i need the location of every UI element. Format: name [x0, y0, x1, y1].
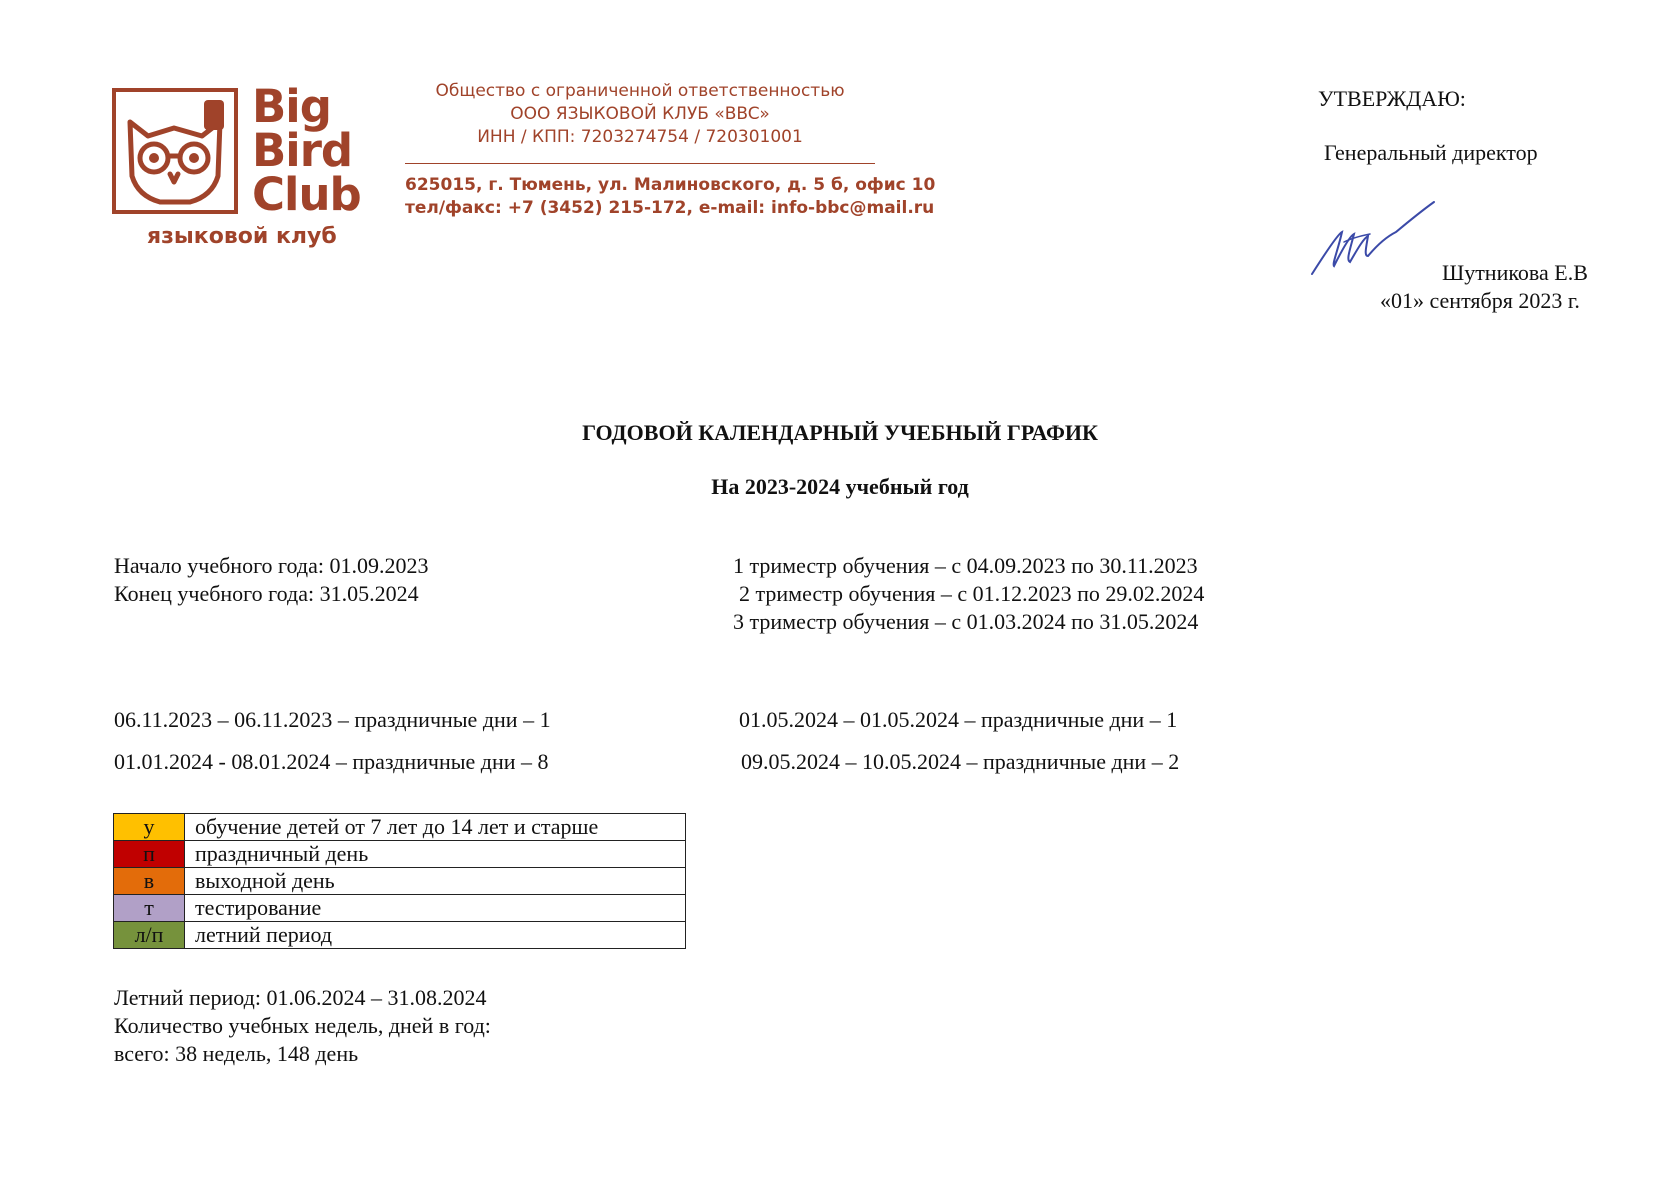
holiday-nov: 06.11.2023 – 06.11.2023 – праздничные дни – 1 [114, 707, 551, 732]
legend-label-summer: летний период [185, 922, 686, 949]
trimester-1: 1 триместр обучения – с 04.09.2023 по 30.11.2023 [733, 553, 1198, 578]
company-address: 625015, г. Тюмень, ул. Малиновского, д. 5 б, офис 10 [405, 175, 936, 195]
legend-label-holiday: праздничный день [185, 841, 686, 868]
legend-row [114, 841, 686, 868]
company-name: ООО ЯЗЫКОВОЙ КЛУБ «BBC» [510, 104, 770, 124]
holiday-may-9: 09.05.2024 – 10.05.2024 – праздничные дни – 2 [741, 749, 1180, 774]
document-subtitle: На 2023-2024 учебный год [711, 474, 969, 499]
letterhead-divider [405, 163, 875, 164]
year-end: Конец учебного года: 31.05.2024 [114, 581, 419, 606]
legend-row [114, 895, 686, 922]
approval-position: Генеральный директор [1324, 140, 1538, 165]
legend-label-testing: тестирование [185, 895, 686, 922]
legend-label-study: обучение детей от 7 лет до 14 лет и старше [185, 814, 686, 841]
trimester-2: 2 триместр обучения – с 01.12.2023 по 29.02.2024 [739, 581, 1205, 606]
document-title: ГОДОВОЙ КАЛЕНДАРНЫЙ УЧЕБНЫЙ ГРАФИК [582, 420, 1098, 445]
company-contacts: тел/факс: +7 (3452) 215-172, e-mail: info-bbc@mail.ru [405, 198, 935, 218]
holiday-may-1: 01.05.2024 – 01.05.2024 – праздничные дни – 1 [739, 707, 1178, 732]
logo-word-bird: Bird [252, 124, 353, 177]
logo-subtitle: языковой клуб [147, 224, 337, 249]
company-inn: ИНН / КПП: 7203274754 / 720301001 [477, 127, 803, 147]
legend-code-study: у [114, 814, 185, 841]
trimester-3: 3 триместр обучения – с 01.03.2024 по 31.05.2024 [733, 609, 1199, 634]
weeks-days-total: всего: 38 недель, 148 день [114, 1041, 359, 1066]
legend-code-dayoff: в [114, 868, 185, 895]
company-details [405, 80, 936, 220]
legend-row [114, 922, 686, 949]
weeks-days-label: Количество учебных недель, дней в год: [114, 1013, 491, 1038]
year-start: Начало учебного года: 01.09.2023 [114, 553, 429, 578]
legend-code-testing: т [114, 895, 185, 922]
holiday-jan: 01.01.2024 - 08.01.2024 – праздничные дни – 8 [114, 749, 549, 774]
legend-label-dayoff: выходной день [185, 868, 686, 895]
legend-code-summer: л/п [114, 922, 185, 949]
legend-code-holiday: п [114, 841, 185, 868]
company-logo [112, 80, 372, 266]
company-legal-form: Общество с ограниченной ответственностью [435, 81, 845, 101]
owl-icon [116, 92, 234, 210]
logo-word-club: Club [252, 168, 361, 221]
summer-period: Летний период: 01.06.2024 – 31.08.2024 [114, 985, 487, 1010]
approval-name: Шутникова Е.В [1442, 260, 1588, 285]
owl-logo-frame [112, 88, 238, 214]
signature-icon [1308, 192, 1438, 282]
logo-word-big: Big [252, 80, 331, 133]
approval-date: «01» сентября 2023 г. [1380, 288, 1580, 313]
legend-table [113, 813, 686, 949]
legend-row [114, 868, 686, 895]
approval-heading: УТВЕРЖДАЮ: [1318, 86, 1466, 111]
legend-row [114, 814, 686, 841]
